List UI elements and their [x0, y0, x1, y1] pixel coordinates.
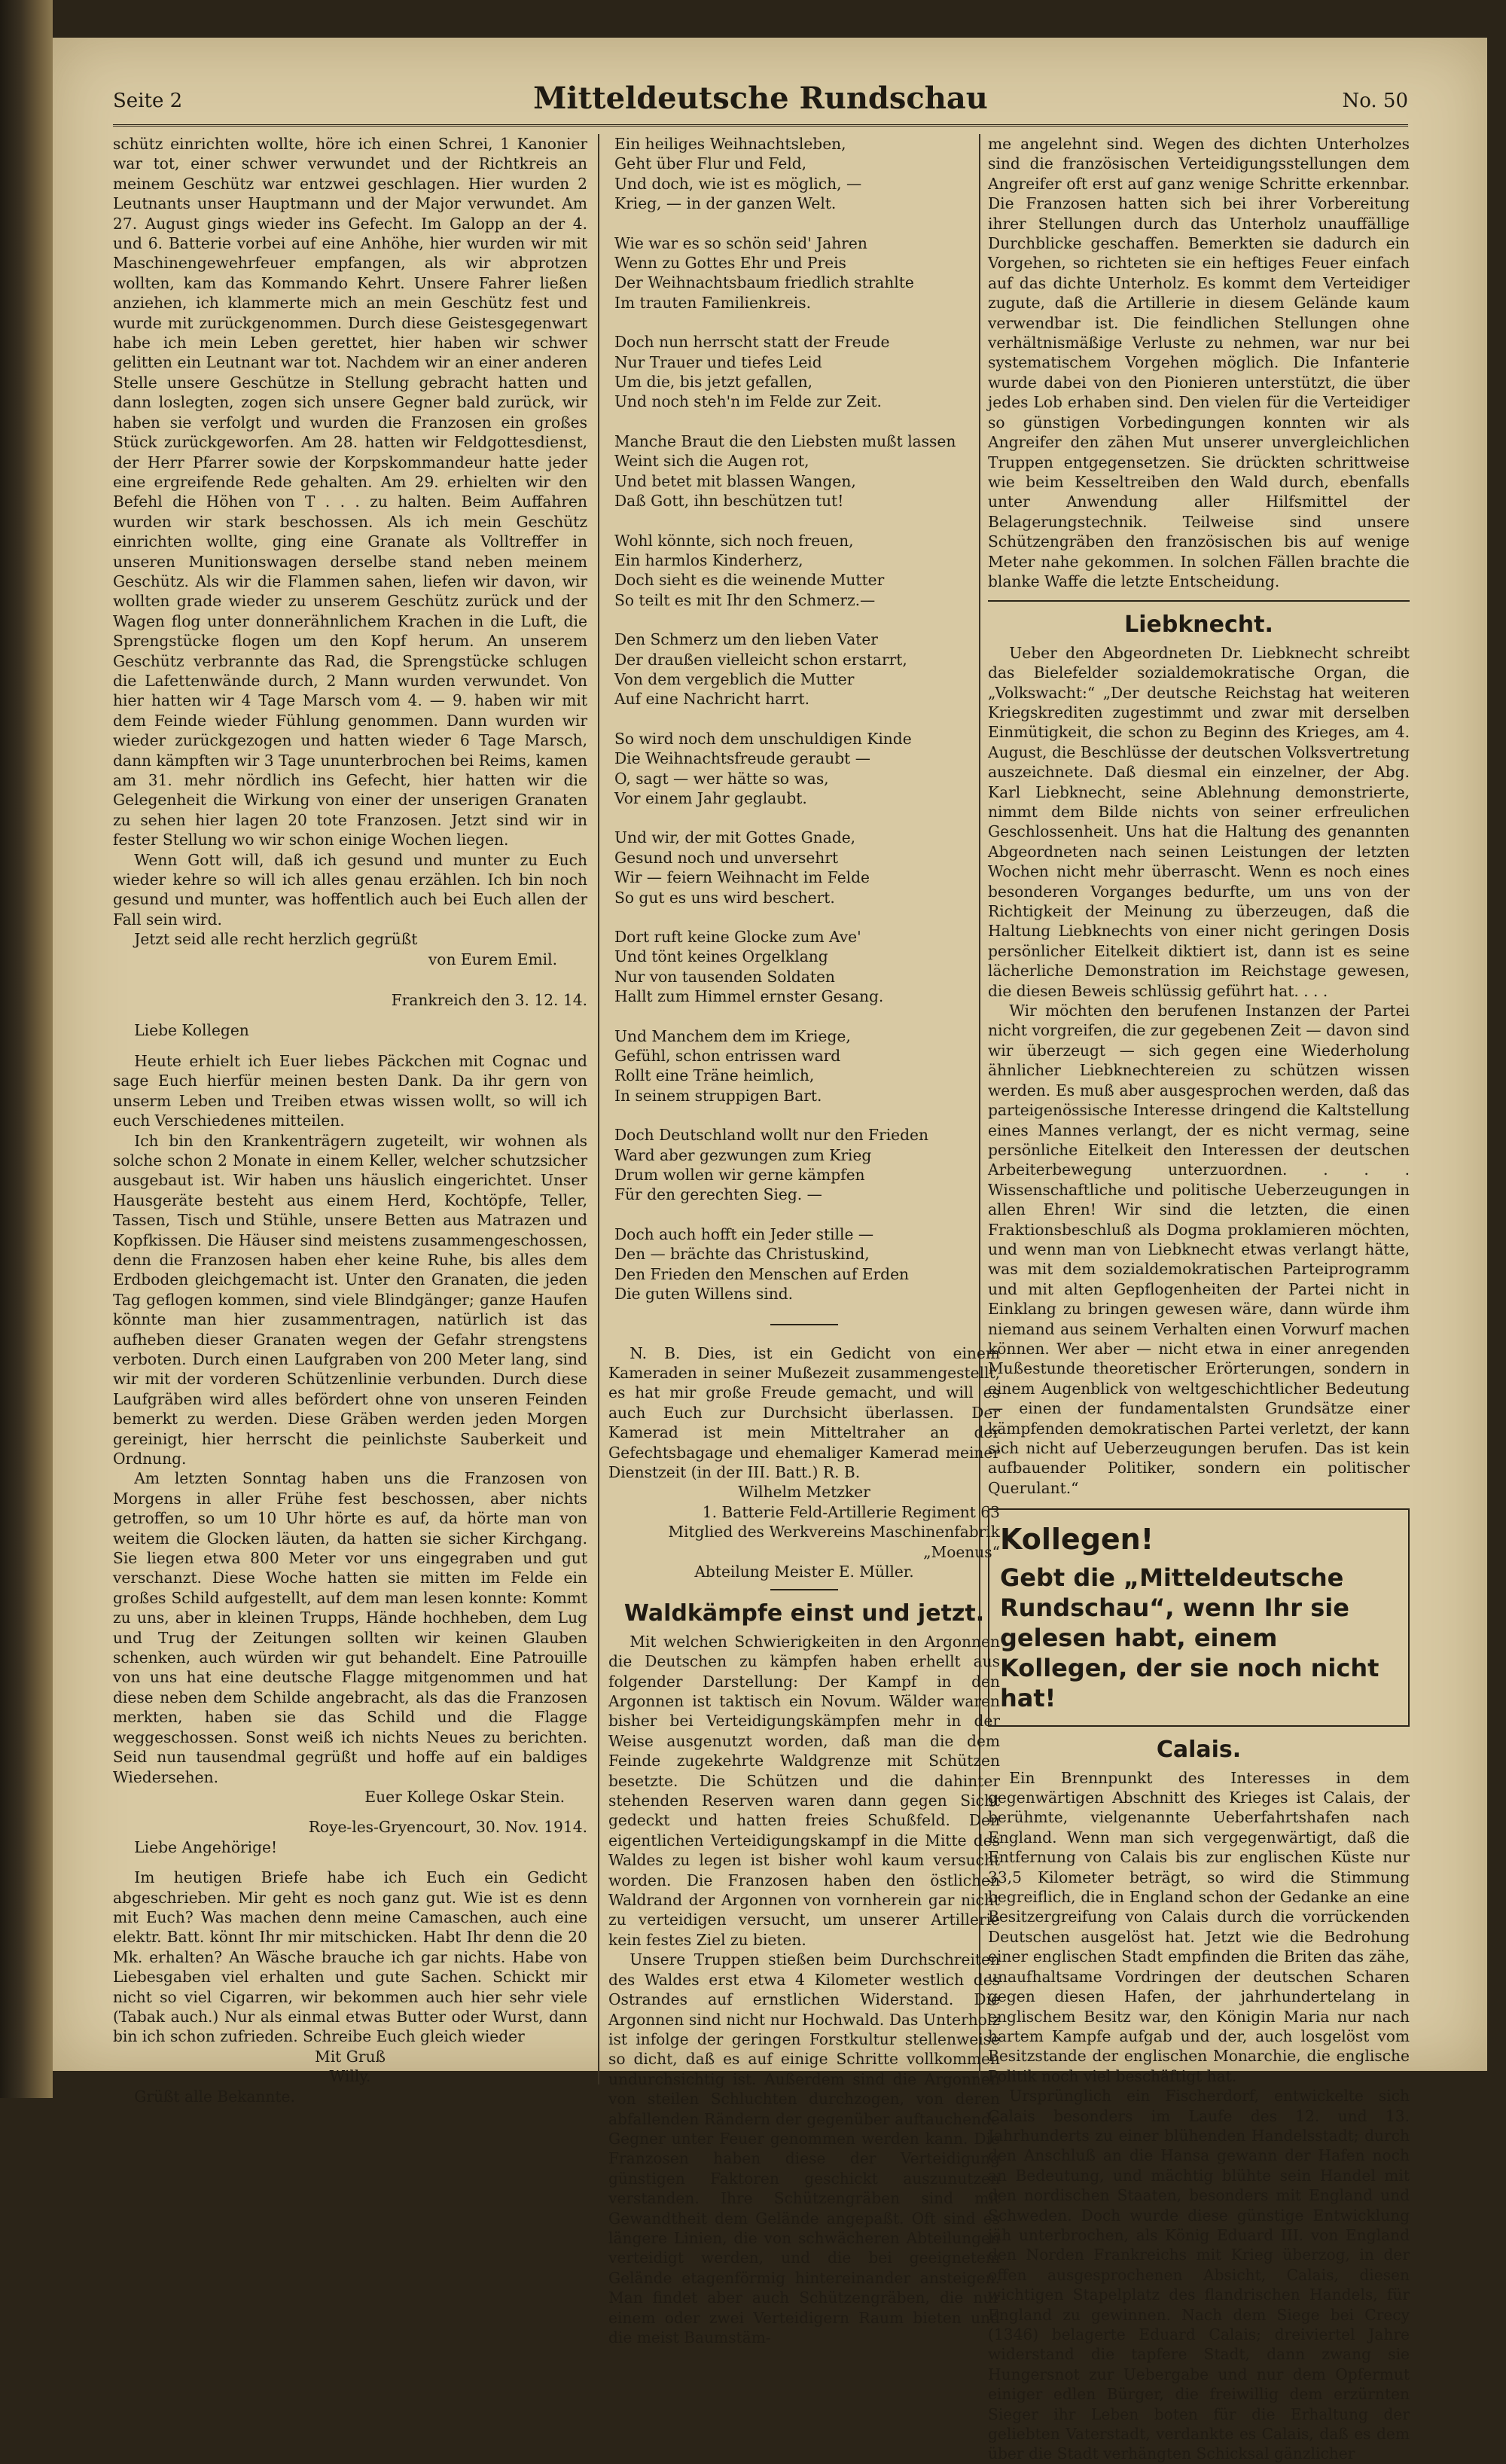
- article-paragraph: Ueber den Abgeordneten Dr. Liebknecht schreibt das Bielefelder sozialdemokratische Organ, die „Volkswacht:“ „Der deutsche Reichstag hat weiteren Kriegskrediten zugestimmt und zwar mit derselben Einmütigkeit, die schon zu Beginn des Krieges, am 4. August, die Beschlüsse der deutschen Volksvertretung auszeichnete. Daß diesmal ein einzelner, der Abg. Karl Liebknecht, seine Ablehnung demonstrierte, nimmt dem Bilde nichts von seiner erfreulichen Geschlossenheit. Uns hat die Haltung des genannten Abgeordneten nach seinen Leistungen der letzten Wochen nicht mehr überrascht. Wenn es noch eines besonderen Vorganges bedurfte, um uns von der Richtigkeit der Meinung zu überzeugen, daß die Haltung Liebknechts von einer nicht geringen Dosis persönlicher Eitelkeit diktiert ist, dann ist es seine lächerliche Demonstration im Reichstage gewesen, die diesen Beweis schlüssig geführt hat. . . .: [988, 643, 1410, 1000]
- letter-3-paragraph: Im heutigen Briefe habe ich Euch ein Gedicht abgeschrieben. Mir geht es noch ganz gut. Wie ist es denn mit Euch? Was machen denn meine Camaschen, auch eine elektr. Batt. könnt Ihr mir mitschicken. Habt Ihr denn die 20 Mk. erhalten? An Wäsche brauche ich gar nichts. Habe von Liebesgaben viel erhalten und gute Sachen. Schickt mir nicht so viel Cigarren, wir bekommen auch hier sehr viele (Tabak auch.) Nur als einmal etwas Butter oder Wurst, dann bin ich schon zufrieden. Schreibe Euch gleich wieder: [113, 1868, 587, 2046]
- poem-line: Krieg, — in der ganzen Welt.: [614, 194, 837, 213]
- poem-line: Der draußen vielleicht schon erstarrt,: [614, 650, 907, 669]
- poem-line: Und wir, der mit Gottes Gnade,: [614, 828, 856, 847]
- poem-stanza: [614, 828, 1000, 907]
- poem-line: In seinem struppigen Bart.: [614, 1086, 822, 1105]
- poem-line: Doch sieht es die weinende Mutter: [614, 571, 885, 590]
- article-paragraph: Wir möchten den berufenen Instanzen der Partei nicht vorgreifen, die zur gegebenen Zeit — davon sind wir überzeugt — sich gegen eine Wiederholung ähnlicher Liebknechtereien zu schützen wissen werden. Es muß aber ausgesprochen werden, daß das parteigenössische Interesse dringend die Kaltstellung eines Mannes verlangt, der es nicht vermag, seine persönliche Eitelkeit den Interessen der deutschen Arbeiterbewegung unterzuordnen. . . . Wissenschaftliche und politische Ueberzeugungen in allen Ehren! Wir sind die letzten, die einen Fraktionsbeschluß als Dogma proklamieren möchten, und wenn man von Liebknecht etwas verlangt hätte, was mit dem sozialdemokratischen Parteiprogramm und mit alten Gepflogenheiten der Partei nicht in Einklang zu bringen gewesen wäre, dann würde ihm niemand aus seinem Verhalten einen Vorwurf machen können. Wer aber — nicht etwa in einer anregenden Mußestunde theoretischer Erörterungen, sondern in einem Augenblick von weltgeschichtlicher Bedeutung — einen der fundamentalsten Grundsätze einer kämpfenden demokratischen Partei verletzt, der kann sich nicht auf Ueberzeugungen berufen. Das ist kein aufbauender Politiker, sondern ein politischer Querulant.“: [988, 1002, 1410, 1497]
- poem-line: Doch Deutschland wollt nur den Frieden: [614, 1126, 928, 1145]
- poem-line: Doch nun herrscht statt der Freude: [614, 333, 890, 352]
- poem-line: So wird noch dem unschuldigen Kinde: [614, 729, 912, 748]
- poem-line: Und betet mit blassen Wangen,: [614, 471, 856, 490]
- poem-line: Hallt zum Himmel ernster Gesang.: [614, 987, 884, 1006]
- author-unit: 1. Batterie Feld-Artillerie Regiment 63: [702, 1502, 1000, 1521]
- poem-line: Und tönt keines Orgelklang: [614, 947, 828, 966]
- poem-line: Wenn zu Gottes Ehr und Preis: [614, 254, 846, 273]
- poem-line: Ein heiliges Weihnachtsleben,: [614, 135, 846, 153]
- poem-line: Wir — feiern Weihnacht im Felde: [614, 868, 870, 887]
- poem-line: Ward aber gezwungen zum Krieg: [614, 1145, 872, 1164]
- poem-line: Geht über Flur und Feld,: [614, 154, 807, 173]
- poem-line: Manche Braut die den Liebsten mußt lassen: [614, 432, 956, 450]
- poem-stanza: [614, 729, 1000, 809]
- poem-stanza: [614, 134, 1000, 214]
- poem-line: Und noch steh'n im Felde zur Zeit.: [614, 392, 882, 411]
- letter-2-date: Frankreich den 3. 12. 14.: [391, 991, 587, 1010]
- poem-line: Doch auch hofft ein Jeder stille —: [614, 1224, 874, 1243]
- column-3: [988, 134, 1410, 2464]
- poem-stanza: [614, 630, 1000, 709]
- poem-line: Von dem vergeblich die Mutter: [614, 669, 855, 688]
- poem-line: Um die, bis jetzt gefallen,: [614, 373, 813, 392]
- column-1: [113, 134, 587, 2106]
- poem-line: Drum wollen wir gerne kämpfen: [614, 1166, 865, 1185]
- poem-stanza: [614, 233, 1000, 313]
- letter-3-signature: Willy.: [329, 2067, 371, 2086]
- poem-line: So teilt es mit Ihr den Schmerz.—: [614, 590, 876, 609]
- column-rule: [598, 134, 599, 2084]
- masthead-title: Mitteldeutsche Rundschau: [533, 81, 988, 116]
- poem-author: Wilhelm Metzker: [738, 1483, 870, 1502]
- issue-number: No. 50: [1342, 90, 1408, 112]
- poem-line: Gefühl, schon entrissen ward: [614, 1047, 841, 1066]
- letter-1-greeting: Jetzt seid alle recht herzlich gegrüßt: [134, 930, 418, 949]
- poem-stanza: [614, 1026, 1000, 1106]
- poem-line: Und Manchem dem im Kriege,: [614, 1026, 851, 1045]
- letter-2-salutation: Liebe Kollegen: [134, 1021, 249, 1040]
- book-binding: [0, 0, 53, 2098]
- letter-3-date: Roye-les-Gryencourt, 30. Nov. 1914.: [308, 1818, 587, 1837]
- poem-line: Den — brächte das Christuskind,: [614, 1245, 870, 1264]
- page-header: [113, 79, 1408, 127]
- letter-3-salutation: Liebe Angehörige!: [134, 1837, 278, 1856]
- article-heading-calais: Calais.: [1156, 1737, 1242, 1764]
- poem-line: Gesund noch und unversehrt: [614, 848, 839, 867]
- poem-line: Rollt eine Träne heimlich,: [614, 1066, 815, 1085]
- christmas-poem: [614, 134, 1000, 1304]
- article-paragraph: Ein Brennpunkt des Interesses in dem gegenwärtigen Abschnitt des Krieges ist Calais, der berühmte, vielgenannte Ueberfahrtshafen nach England. Wenn man sich vergegenwärtigt, daß die Entfernung von Calais bis zur englischen Küste nur 33,5 Kilometer beträgt, so wird die Stimmung begreiflich, die in England schon der Gedanke an eine Besitzergreifung von Calais durch die vorrückenden Deutschen ausgelöst hat. Jetzt wie die Bedrohung einer englischen Stadt empfinden die Briten das zähe, unaufhaltsame Vordringen der deutschen Scharen gegen diesen Hafen, der jahrhundertelang in englischem Besitz war, den Königin Maria nur nach hartem Kampfe aufgab und der, auch losgelöst vom Besitzstande der englischen Monarchie, die englische Politik noch viel beschäftigt hat.: [988, 1768, 1410, 2085]
- letter-3-closing: Mit Gruß: [315, 2047, 386, 2066]
- poem-stanza: [614, 927, 1000, 1007]
- column-2: [608, 134, 1000, 2347]
- poem-line: Weint sich die Augen rot,: [614, 452, 809, 471]
- poem-line: Auf eine Nachricht harrt.: [614, 690, 810, 709]
- poem-stanza: [614, 432, 1000, 511]
- poem-stanza: [614, 332, 1000, 412]
- poem-line: Dort ruft keine Glocke zum Ave': [614, 928, 861, 946]
- letter-2-paragraph: Ich bin den Krankenträgern zugeteilt, wir wohnen als solche schon 2 Monate in einem Keller, welcher schutzsicher ausgebaut ist. Wir haben uns häuslich eingerichtet. Unser Hausgeräte besteht aus einem Herd, Kochtöpfe, Teller, Tassen, Tisch und Stühle, unsere Betten aus Matrazen und Kopfkissen. Die Häuser sind meistens zusammengeschossen, denn die Franzosen haben eher keine Ruhe, bis alles dem Erdboden gleichgemacht ist. Unter den Granaten, die jeden Tag geflogen kommen, sind viele Blindgänger; ganze Haufen könnte man hier zusammentragen, natürlich ist das aufheben dieser Granaten wegen der Gefahr strengstens verboten. Durch einen Laufgraben von 200 Meter lang, sind wir mit der vorderen Schützenlinie verbunden. Durch diese Laufgräben wird alles befördert ohne von unseren Feinden bemerkt zu werden. Diese Gräben werden jeden Morgen gereinigt, hier herrscht die peinlichste Sauberkeit und Ordnung.: [113, 1131, 587, 1468]
- poem-stanza: [614, 531, 1000, 611]
- article-paragraph: Mit welchen Schwierigkeiten in den Argonnen die Deutschen zu kämpfen haben erhellt aus folgender Darstellung: Der Kampf in den Argonnen ist taktisch ein Novum. Wälder waren bisher bei Verteidigungskämpfen mehr in der Weise ausgenutzt worden, daß man die dem Feinde zugekehrte Waldgrenze mit Schützen besetzte. Die Schützen und die dahinter stehenden Reserven waren dann gegen Sicht gedeckt und hatten freies Schußfeld. Den eigentlichen Verteidigungskampf in die Mitte des Waldes zu legen ist bisher wohl kaum versucht worden. Die Franzosen haben den östlichen Waldrand der Argonnen von vornherein gar nicht zu verteidigen versucht, um unserer Artillerie kein festes Ziel zu bieten.: [608, 1632, 1000, 1949]
- poem-line: Vor einem Jahr geglaubt.: [614, 788, 807, 807]
- poem-stanza: [614, 1125, 1000, 1205]
- poem-line: Für den gerechten Sieg. —: [614, 1185, 822, 1204]
- poem-line: Im trauten Familienkreis.: [614, 293, 812, 312]
- letter-1-paragraph: schütz einrichten wollte, höre ich einen Schrei, 1 Kanonier war tot, einer schwer verwundet und der Richtkreis an meinem Geschütz war entzwei geschlagen. Hier wurden 2 Leutnants unser Hauptmann und der Major verwundet. Am 27. August gings wieder ins Gefecht. Im Galopp an der 4. und 6. Batterie vorbei auf eine Anhöhe, hier wurden wir mit Maschinengewehrfeuer empfangen, als wir abprotzen wollten, kam das Kommando Kehrt. Unsere Fahrer ließen anziehen, ich klammerte mich an mein Geschütz fest und wurde mit zurückgenommen. Durch diese Geistesgegenwart habe ich mein Leben gerettet, hier haben wir schwer gelitten ein Leutnant war tot. Nachdem wir an einer anderen Stelle unsere Geschütze in Stellung gebracht hatten und dann loslegten, zogen sich unsere Gegner bald zurück, wir haben sie verfolgt und wurden die Franzosen ein großes Stück zurückgeworfen. Am 28. hatten wir Feldgottesdienst, der Herr Pfarrer sowie der Korpskommandeur hatte jeder eine ergreifende Rede gehalten. Am 29. erhielten wir den Befehl die Höhen von T . . . zu halten. Beim Auffahren wurden wir stark beschossen. Als ich mein Geschütz einrichten wollte, ging eine Granate als Volltreffer in unseren Munitionswagen derselbe stand neben meinem Geschütz. Als wir die Flammen sahen, liefen wir davon, wir wollten grade wieder zu unserem Geschütz zurück und der Wagen flog unter donnerähnlichem Krachen in die Luft, die Sprengstücke flogen um den Kopf herum. An unserem Geschütz verbrannte das Rad, die Sprengstücke schlugen die Lafettenwände durch, 2 Mann wurden verwundet. Von hier hatten wir 4 Tage Marsch vom 4. — 9. haben wir mit dem Feinde wieder Fühlung genommen. Dann wurden wir wieder zurückgezogen und hatten wieder 6 Tage Marsch, dann kämpften wir 3 Tage ununterbrochen bei Reims, kamen am 31. mehr nördlich ins Gefecht, hier hatten wir die Gelegenheit die Wirkung von einer der unserigen Granaten zu sehen hier lagen 20 tote Franzosen. Jetzt sind wir in fester Stellung wo wir schon einige Wochen liegen.: [113, 135, 587, 849]
- letter-1-paragraph: Wenn Gott will, daß ich gesund und munter zu Euch wieder kehre so will ich alles genau erzählen. Ich bin noch gesund und munter, was hoffentlich auch bei Euch allen der Fall sein wird.: [113, 850, 587, 929]
- section-separator: [770, 1324, 838, 1325]
- article-heading-waldkaempfe: Waldkämpfe einst und jetzt.: [623, 1600, 985, 1627]
- article-heading-liebknecht: Liebknecht.: [1124, 611, 1273, 639]
- section-rule: [988, 600, 1410, 602]
- poem-line: O, sagt — wer hätte so was,: [614, 769, 829, 788]
- article-paragraph: Unsere Truppen stießen beim Durchschreiten des Waldes erst etwa 4 Kilometer westlich des Ostrandes auf ernstlichen Widerstand. Die Argonnen sind nicht nur Hochwald. Das Unterholz ist infolge der geringen Forstkultur stellenweise so dicht, daß es auf einige Schritte vollkommen undurchsichtig ist. Außerdem sind die Argonnen von steilen Schluchten durchzogen, von deren abfallenden Rändern der gegenüber auftauchende Gegner unter Feuer genommen werden kann. Die Franzosen haben diese der Verteidigung günstigen Faktoren geschickt auszunutzen verstanden. Ihre Schützengräben sind mit Gewandtheit dem Gelände angepaßt. Oft sind es längere Linien, die von schwächeren Abteilungen verteidigt werden, und die bei geeignetem Gelände etagenförmig hintereinander ansteigen. Man findet aber auch Schützengräben, die nur einem oder zwei Verteidigern Raum bieten und die meist Baumstäm-: [608, 1950, 1000, 2347]
- poem-line: Und doch, wie ist es möglich, —: [614, 174, 862, 193]
- author-department: Abteilung Meister E. Müller.: [694, 1562, 914, 1581]
- letter-2-signature: Euer Kollege Oskar Stein.: [364, 1787, 565, 1806]
- article-paragraph: me angelehnt sind. Wegen des dichten Unterholzes sind die französischen Verteidigungsstellungen dem Angreifer oft erst auf ganz wenige Schritte erkennbar. Die Franzosen hatten sich bei ihrer Vorbereitung ihrer Stellungen durch das Unterholz unauffällige Durchblicke geschaffen. Bemerkten sie dadurch ein Vorgehen, so richteten sie ein heftiges Feuer einfach auf das dichte Unterholz. Es kommt dem Verteidiger zugute, daß die Artillerie in diesem Gelände kaum verwendbar ist. Die feindlichen Stellungen ohne verhältnismäßige Verluste zu nehmen, war nur bei systematischem Vorgehen möglich. Die Infanterie wurde dabei von den Pionieren unterstützt, die über jedes Lob erhaben sind. Den vielen für die Verteidiger so günstigen Vorbedingungen konnten wir als Angreifer den zähen Mut unserer unvergleichlichen Truppen entgegensetzen. Sie drückten schrittweise wie beim Kesseltreiben den Wald durch, ebenfalls unter Anwendung aller Hilfsmittel der Belagerungstechnik. Teilweise sind unsere Schützengräben den französischen bis auf wenige Meter nahe gekommen. In solchen Fällen brachte die blanke Waffe die letzte Entscheidung.: [988, 135, 1410, 590]
- poem-line: Die Weihnachtsfreude geraubt —: [614, 749, 870, 768]
- poem-line: Wohl könnte, sich noch freuen,: [614, 531, 854, 550]
- appeal-box: [988, 1508, 1410, 1727]
- appeal-text: Gebt die „Mitteldeutsche Rundschau“, wenn Ihr sie gelesen habt, einem Kollegen, der sie noch nicht hat!: [1000, 1563, 1379, 1713]
- poem-line: Der Weihnachtsbaum friedlich strahlte: [614, 273, 914, 292]
- poem-stanza: [614, 1224, 1000, 1304]
- poem-note: N. B. Dies, ist ein Gedicht von einem Kameraden in seiner Mußezeit zusammengestellt, es hat mir große Freude gemacht, und will es auch Euch zur Durchsicht überlassen. Der Kamerad ist mein Mitteltraher an der Gefechtsbagage und ehemaliger Kamerad meiner Dienstzeit (in der III. Batt.) R. B.: [608, 1343, 1000, 1481]
- appeal-heading: Kollegen!: [1000, 1523, 1154, 1557]
- poem-line: Den Frieden den Menschen auf Erden: [614, 1264, 910, 1283]
- poem-line: Daß Gott, ihn beschützen tut!: [614, 492, 844, 511]
- letter-2-paragraph: Heute erhielt ich Euer liebes Päckchen mit Cognac und sage Euch hierfür meinen besten Dank. Da ihr gern von unserm Leben und Treiben etwas wissen wollt, so will ich euch Verschiedenes mitteilen.: [113, 1051, 587, 1130]
- letter-1-signature: von Eurem Emil.: [428, 950, 557, 968]
- poem-line: Den Schmerz um den lieben Vater: [614, 630, 878, 649]
- page-number: Seite 2: [113, 90, 183, 112]
- poem-line: So gut es uns wird beschert.: [614, 888, 835, 907]
- letter-3-postscript: Grüßt alle Bekannte.: [134, 2087, 295, 2106]
- article-paragraph: Ursprünglich ein Fischerdorf, entwickelte sich Calais besonders im Laufe des 12. und 13. Jahrhunderts zu einer blühenden Handelsstadt; durch den Anschluß an die Hansa gewann der Hafen noch an Bedeutung, und mächtig blühte sein Handel mit den nordischen Staaten, besonders mit England und Schweden. Doch wurde diese günstige Entwicklung jäh unterbrochen, als König Eduard III. von England den Norden Frankreichs mit Krieg überzog, in der offen ausgesprochenen Absicht, Calais, diesen wichtigen Stapelplatz des flandrischen Handels, für England zu gewinnen. Nach dem Siege bei Crecy (1346) belagerte Eduard Calais; dreiviertel Jahre widerstand die tapfere Stadt, dann zwang sie Hungersnot zur Uebergabe und nur dem Opfermut einiger edlen Bürger, die freiwillig dem erzürnten Sieger ihr Leben boten für die Erhaltung der geliebten Vaterstadt, verdankte es Calais, daß es dem über die Stadt verhängten Schicksal gänzlicher: [988, 2087, 1410, 2463]
- poem-line: Die guten Willens sind.: [614, 1285, 794, 1304]
- author-membership: Mitglied des Werkvereins Maschinenfabrik „Moenus“: [668, 1523, 1000, 1561]
- poem-line: Ein harmlos Kinderherz,: [614, 550, 803, 569]
- poem-line: Wie war es so schön seid' Jahren: [614, 233, 867, 252]
- poem-line: Nur Trauer und tiefes Leid: [614, 352, 822, 371]
- letter-2-paragraph: Am letzten Sonntag haben uns die Franzosen von Morgens in aller Frühe fest beschossen, aber nichts getroffen, so um 10 Uhr hörte es auf, da hörte man von weitem die Glocken läuten, da hatten sie sicher Kirchgang. Sie liegen etwa 800 Meter vor uns eingegraben und gut verschanzt. Diese Woche hatten sie mitten im Felde ein großes Schild aufgestellt, auf dem man lesen konnte: Kommt zu uns, aber in kleinen Trupps, Hände hochheben, dem Lug und Trug der Zeitungen sollten wir keinen Glauben schenken, auch würden wir gut behandelt. Eine Patrouille von uns hat eine deutsche Flagge mitgenommen und hat diese neben dem Schilde angebracht, als das die Franzosen merkten, haben sie das Schild und die Flagge weggeschossen. Sonst weiß ich nichts Neues zu berichten. Seid nun tausendmal gegrüßt und hoffe auf ein baldiges Wiedersehen.: [113, 1469, 587, 1786]
- poem-line: Nur von tausenden Soldaten: [614, 967, 835, 986]
- section-separator: [770, 1589, 838, 1590]
